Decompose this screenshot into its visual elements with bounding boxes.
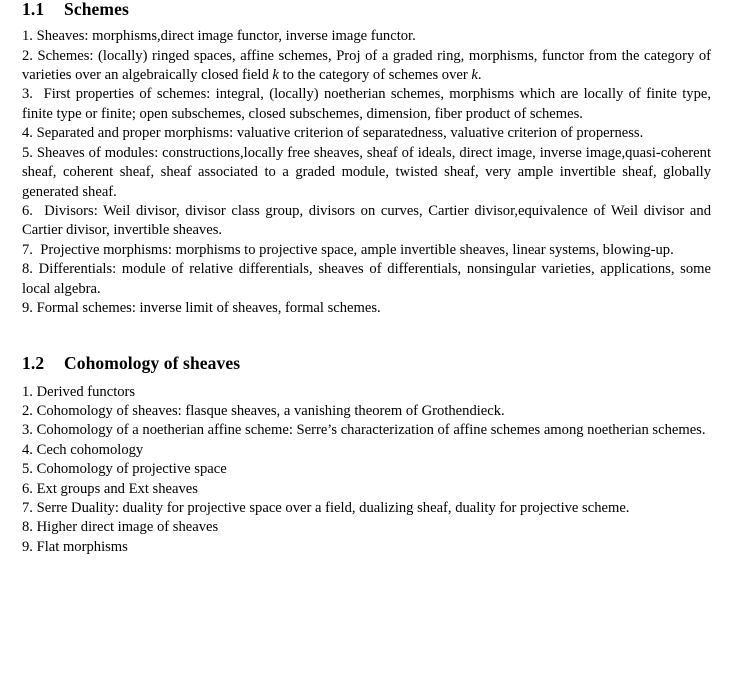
cohomology-item-list — [22, 383, 711, 558]
item-text-part-a: Schemes: (locally) ringed spaces, affine schemes, Proj of a graded ring, morphisms, functor from the category of varieties over an algebraically closed field — [22, 47, 711, 84]
list-item — [22, 299, 711, 318]
item-text: Higher direct image of sheaves — [36, 519, 219, 536]
item-marker: 1. — [22, 28, 33, 45]
item-text: Projective morphisms: morphisms to projective space, ample invertible sheaves, linear systems, blowing-up. — [40, 241, 674, 258]
list-item — [22, 421, 711, 440]
list-item — [22, 460, 711, 479]
item-text: Serre Duality: duality for projective space over a field, dualizing sheaf, duality for projective scheme. — [36, 500, 630, 517]
list-item — [22, 480, 711, 499]
section-heading-cohomology — [22, 354, 711, 373]
item-marker: 1. — [22, 383, 33, 400]
section-title: Cohomology of sheaves — [64, 353, 241, 374]
item-marker: 4. — [22, 125, 33, 142]
list-item — [22, 241, 711, 260]
item-text: Divisors: Weil divisor, divisor class group, divisors on curves, Cartier divisor,equivalence of Weil divisor and Cartier divisor, invertible sheaves. — [22, 202, 711, 239]
list-item — [22, 47, 711, 86]
list-item — [22, 144, 711, 202]
schemes-item-list — [22, 27, 711, 318]
item-text: Ext groups and Ext sheaves — [36, 480, 198, 497]
item-marker: 4. — [22, 441, 33, 458]
list-item — [22, 402, 711, 421]
document-content — [22, 0, 711, 557]
item-marker: 6. — [22, 480, 33, 497]
section-number: 1.2 — [22, 353, 45, 374]
item-text: Derived functors — [36, 383, 136, 400]
item-text: Cech cohomology — [36, 441, 144, 458]
item-marker: 5. — [22, 461, 33, 478]
section-heading-schemes — [22, 0, 711, 19]
item-text: Differentials: module of relative differentials, sheaves of differentials, nonsingular varieties, applications, some local algebra. — [22, 261, 711, 297]
list-item — [22, 441, 711, 460]
item-marker: 3. — [22, 422, 33, 439]
math-variable-k: k — [272, 67, 279, 84]
item-text: Flat morphisms — [36, 538, 128, 555]
item-text: Separated and proper morphisms: valuative criterion of separatedness, valuative criterion of properness. — [36, 125, 644, 142]
item-marker: 2. — [22, 47, 33, 64]
item-marker: 9. — [22, 538, 33, 555]
item-text-part-c: . — [477, 67, 482, 84]
item-marker: 7. — [22, 500, 33, 517]
section-title: Schemes — [64, 0, 129, 19]
item-marker: 2. — [22, 403, 33, 419]
item-text: Cohomology of sheaves: flasque sheaves, a vanishing theorem of Grothendieck. — [36, 403, 505, 419]
list-item — [22, 538, 711, 557]
list-item — [22, 27, 711, 46]
list-item — [22, 85, 711, 124]
item-text: Cohomology of a noetherian affine scheme: Serre’s characterization of affine schemes among noetherian schemes. — [36, 422, 706, 439]
item-marker: 9. — [22, 299, 33, 316]
section-number: 1.1 — [22, 0, 45, 19]
item-text: First properties of schemes: integral, (locally) noetherian schemes, morphisms which are locally of finite type, finite type or finite; open subschemes, closed subschemes, dimension, fiber product of schemes. — [22, 86, 712, 122]
list-item — [22, 202, 711, 241]
item-marker: 8. — [22, 261, 33, 278]
list-item — [22, 383, 711, 402]
item-text-part-b: to the category of schemes over — [278, 67, 472, 84]
list-item — [22, 499, 711, 518]
section-cohomology-of-sheaves — [22, 354, 711, 557]
item-text: Formal schemes: inverse limit of sheaves, formal schemes. — [36, 299, 381, 316]
item-text: Sheaves: morphisms,direct image functor, inverse image functor. — [36, 28, 416, 45]
item-marker: 7. — [22, 241, 33, 258]
math-variable-k: k — [471, 67, 478, 84]
item-marker: 6. — [22, 202, 33, 219]
list-item — [22, 518, 711, 537]
item-text: Cohomology of projective space — [36, 461, 227, 478]
item-marker: 5. — [22, 144, 33, 161]
item-text: Sheaves of modules: constructions,locally free sheaves, sheaf of ideals, direct image, inverse image,quasi-coherent sheaf, coherent sheaf, sheaf associated to a graded module, twisted sheaf, very ample invertible sheaf, globally generated sheaf. — [22, 144, 711, 200]
list-item — [22, 124, 711, 143]
section-schemes — [22, 0, 711, 318]
item-marker: 8. — [22, 519, 33, 536]
item-marker: 3. — [22, 86, 33, 103]
list-item — [22, 260, 711, 299]
